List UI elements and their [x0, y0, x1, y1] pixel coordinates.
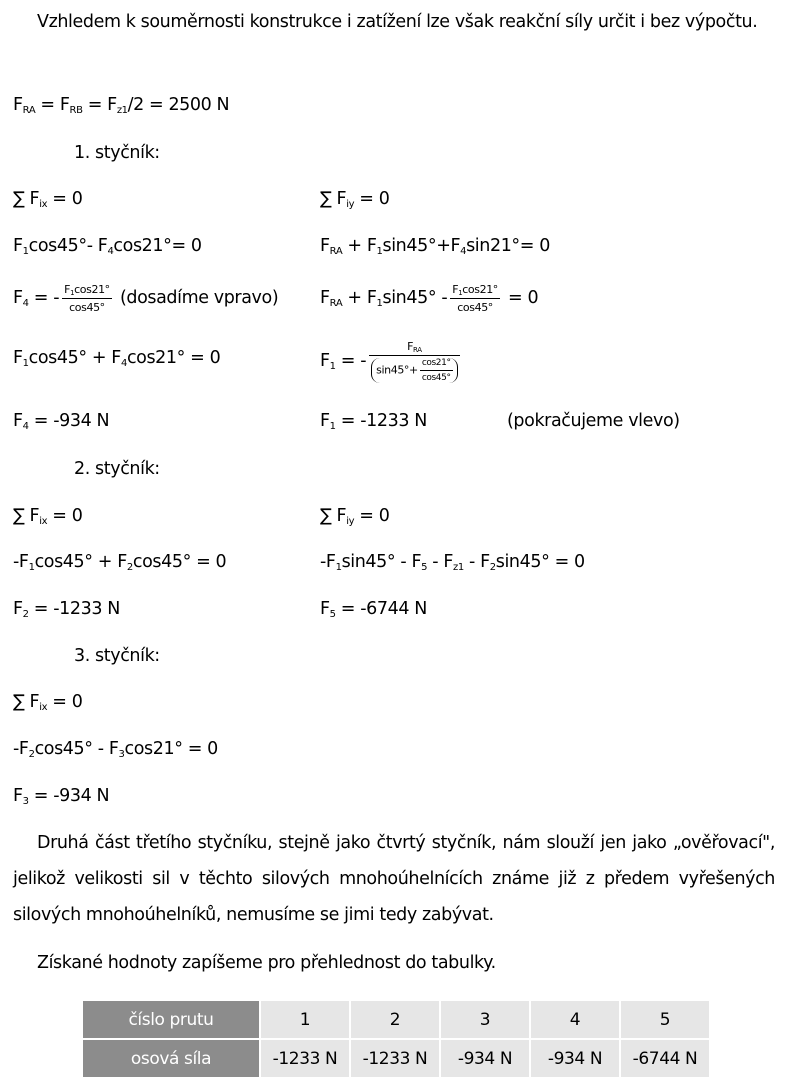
table-intro-paragraph: Získané hodnoty zapíšeme pro přehlednost do tabulky. — [37, 953, 496, 973]
row-label-member-number: číslo prutu — [82, 1000, 260, 1039]
joint3-heading: 3. styčník: — [74, 646, 160, 666]
joint3-eq-x: $-F_2\cos 45^\circ - F_3\cos 21^\circ = 0$ — [13, 739, 218, 760]
intro-paragraph: Vzhledem k souměrnosti konstrukce i zatížení lze však reakční síly určit i bez výpočtu. — [37, 12, 758, 32]
member-number-cell: 4 — [530, 1000, 620, 1039]
joint1-result-x: $F_4 = -934$ N — [13, 411, 110, 432]
fraction: $F_{RA}$ sin45°+ $\frac{\cos 21^\circ}{\cos 45^\circ}$ — [369, 340, 459, 383]
joint2-heading: 2. styčník: — [74, 459, 160, 479]
joint1-eq-y2: $F_{RA} + F_1\sin 45^\circ$ - $\frac{F_1\cos 21^\circ}{\cos 45^\circ}$ = 0 — [320, 282, 539, 314]
joint2-sum-y: ∑ $F_{iy} = 0$ — [320, 506, 390, 527]
table-row-forces — [82, 1039, 710, 1078]
reaction-equation: $F_{RA} = F_{RB} = F_{z1}/2 = 2500$ N — [13, 95, 230, 116]
axial-force-cell: -1233 N — [350, 1039, 440, 1078]
fraction: $\frac{F_1\cos 21^\circ}{\cos 45^\circ}$ — [452, 282, 498, 314]
axial-force-cell: -6744 N — [620, 1039, 710, 1078]
axial-force-cell: -934 N — [440, 1039, 530, 1078]
row-label-axial-force: osová síla — [82, 1039, 260, 1078]
joint1-eq-x3: $F_1\cos 45^\circ + F_4\cos 21^\circ = 0$ — [13, 348, 221, 369]
joint1-eq-y1: $F_{RA} + F_1\sin 45^\circ+F_4\sin 21^\circ= 0$ — [320, 236, 550, 257]
fraction: $\frac{F_1\cos 21^\circ}{\cos 45^\circ}$ — [64, 282, 110, 314]
joint1-eq-x1: $F_1\cos 45^\circ-$ $F_4\cos 21^\circ= 0$ — [13, 236, 202, 257]
joint1-note: (pokračujeme vlevo) — [507, 411, 680, 431]
member-number-cell: 1 — [260, 1000, 350, 1039]
member-number-cell: 2 — [350, 1000, 440, 1039]
joint3-result-x: $F_3 = -934$ N — [13, 786, 110, 807]
joint1-eq-y3: $F_1$ = - $F_{RA}$ sin45°+ $\frac{\cos 21^\circ}{\cos 45^\circ}$ — [320, 336, 463, 386]
joint1-sum-x: ∑ $F_{ix} = 0$ — [13, 189, 83, 210]
results-table — [81, 999, 711, 1079]
joint2-eq-y: $-F_1\sin 45^\circ - F_5 - F_{z1} - F_2\sin 45^\circ = 0$ — [320, 552, 585, 573]
joint1-heading: 1. styčník: — [74, 143, 160, 163]
joint2-result-x: $F_2 = -1233$ N — [13, 599, 120, 620]
verification-paragraph: Druhá část třetího styčníku, stejně jako čtvrtý styčník, nám slouží jen jako „ověřovací", jelikož velikosti sil v těchto silových mnohoúhelnících známe již z předem vyřešených silových mnohoúhelníků, nemusíme se jimi tedy zabývat. — [13, 833, 775, 925]
joint1-result-y: $F_1 = -1233$ N — [320, 411, 427, 432]
axial-force-cell: -1233 N — [260, 1039, 350, 1078]
joint2-result-y: $F_5 = -6744$ N — [320, 599, 427, 620]
member-number-cell: 3 — [440, 1000, 530, 1039]
joint1-sum-y: ∑ $F_{iy} = 0$ — [320, 189, 390, 210]
joint2-sum-x: ∑ $F_{ix} = 0$ — [13, 506, 83, 527]
member-number-cell: 5 — [620, 1000, 710, 1039]
joint1-eq-x2: $F_4$ = - $\frac{F_1\cos 21^\circ}{\cos 45^\circ}$ (dosadíme vpravo) — [13, 282, 279, 314]
table-row-members — [82, 1000, 710, 1039]
joint2-eq-x: $-F_1\cos 45^\circ + F_2\cos 45^\circ = 0$ — [13, 552, 227, 573]
joint3-sum-x: ∑ $F_{ix} = 0$ — [13, 692, 83, 713]
axial-force-cell: -934 N — [530, 1039, 620, 1078]
